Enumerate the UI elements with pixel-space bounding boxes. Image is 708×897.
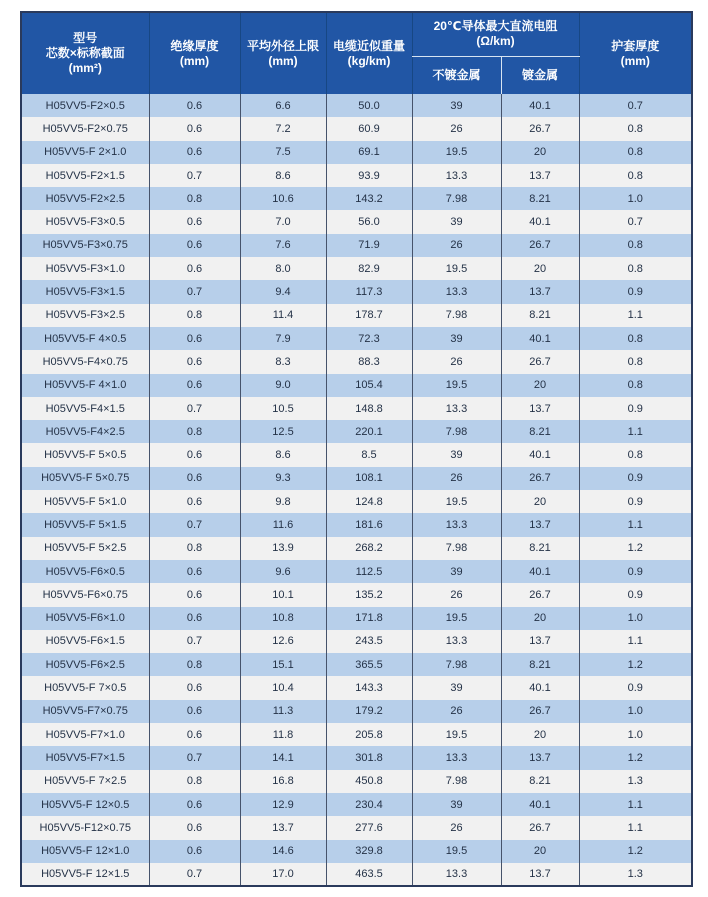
outer-diameter-cell: 8.3 <box>240 350 326 373</box>
table-row <box>21 630 692 653</box>
outer-diameter-cell: 16.8 <box>240 770 326 793</box>
model-cell: H05VV5-F6×1.5 <box>21 630 149 653</box>
model-cell: H05VV5-F 5×2.5 <box>21 537 149 560</box>
sheath-thickness-cell: 0.8 <box>579 374 692 397</box>
model-cell: H05VV5-F7×0.75 <box>21 700 149 723</box>
resistance-plated-cell: 40.1 <box>501 676 579 699</box>
weight-cell: 268.2 <box>326 537 412 560</box>
resistance-plated-cell: 26.7 <box>501 350 579 373</box>
sheath-thickness-cell: 1.2 <box>579 653 692 676</box>
outer-diameter-cell: 7.5 <box>240 141 326 164</box>
sheath-thickness-cell: 0.9 <box>579 560 692 583</box>
model-cell: H05VV5-F 7×0.5 <box>21 676 149 699</box>
resistance-plated-cell: 26.7 <box>501 467 579 490</box>
table-row <box>21 397 692 420</box>
sheath-thickness-cell: 0.9 <box>579 467 692 490</box>
table-row <box>21 187 692 210</box>
weight-cell: 56.0 <box>326 210 412 233</box>
table-header <box>21 12 692 94</box>
sheath-thickness-cell: 0.9 <box>579 397 692 420</box>
model-cell: H05VV5-F3×0.75 <box>21 234 149 257</box>
sheath-thickness-cell: 1.1 <box>579 513 692 536</box>
resistance-plated-cell: 20 <box>501 257 579 280</box>
sheath-thickness-cell: 0.7 <box>579 94 692 117</box>
weight-cell: 105.4 <box>326 374 412 397</box>
insulation-thickness-cell: 0.7 <box>149 630 240 653</box>
insulation-thickness-cell: 0.6 <box>149 234 240 257</box>
weight-cell: 230.4 <box>326 793 412 816</box>
insulation-thickness-cell: 0.6 <box>149 816 240 839</box>
resistance-plated-cell: 40.1 <box>501 327 579 350</box>
table-row <box>21 537 692 560</box>
col-header-resistance-line1: 20℃导体最大直流电阻 <box>433 19 558 34</box>
insulation-thickness-cell: 0.8 <box>149 537 240 560</box>
sheath-thickness-cell: 0.8 <box>579 327 692 350</box>
outer-diameter-cell: 11.3 <box>240 700 326 723</box>
sheath-thickness-cell: 0.8 <box>579 117 692 140</box>
outer-diameter-cell: 14.1 <box>240 746 326 769</box>
outer-diameter-cell: 10.5 <box>240 397 326 420</box>
outer-diameter-cell: 7.6 <box>240 234 326 257</box>
weight-cell: 50.0 <box>326 94 412 117</box>
insulation-thickness-cell: 0.6 <box>149 257 240 280</box>
insulation-thickness-cell: 0.7 <box>149 513 240 536</box>
model-cell: H05VV5-F4×1.5 <box>21 397 149 420</box>
resistance-unplated-cell: 7.98 <box>412 653 501 676</box>
table-row <box>21 840 692 863</box>
resistance-unplated-cell: 13.3 <box>412 630 501 653</box>
weight-cell: 181.6 <box>326 513 412 536</box>
table-row <box>21 653 692 676</box>
col-header-model-line1: 型号 <box>73 31 98 45</box>
resistance-unplated-cell: 39 <box>412 560 501 583</box>
insulation-thickness-cell: 0.6 <box>149 210 240 233</box>
weight-cell: 450.8 <box>326 770 412 793</box>
sheath-thickness-cell: 0.9 <box>579 280 692 303</box>
weight-cell: 88.3 <box>326 350 412 373</box>
col-header-model-line2: 芯数×标称截面 <box>45 46 125 60</box>
insulation-thickness-cell: 0.6 <box>149 374 240 397</box>
table-row <box>21 816 692 839</box>
outer-diameter-cell: 10.8 <box>240 607 326 630</box>
model-cell: H05VV5-F 12×1.5 <box>21 863 149 886</box>
table-row <box>21 467 692 490</box>
col-header-insulation-line2: (mm) <box>179 53 210 68</box>
model-cell: H05VV5-F2×1.5 <box>21 164 149 187</box>
resistance-unplated-cell: 13.3 <box>412 280 501 303</box>
resistance-unplated-cell: 26 <box>412 467 501 490</box>
resistance-unplated-cell: 19.5 <box>412 257 501 280</box>
weight-cell: 8.5 <box>326 443 412 466</box>
sheath-thickness-cell: 1.1 <box>579 304 692 327</box>
weight-cell: 108.1 <box>326 467 412 490</box>
col-header-weight-line2: (kg/km) <box>347 53 391 68</box>
sheath-thickness-cell: 0.8 <box>579 141 692 164</box>
table-row <box>21 234 692 257</box>
resistance-plated-cell: 26.7 <box>501 234 579 257</box>
resistance-unplated-cell: 39 <box>412 327 501 350</box>
sheath-thickness-cell: 0.8 <box>579 234 692 257</box>
col-header-sheath-line2: (mm) <box>620 53 650 68</box>
insulation-thickness-cell: 0.6 <box>149 350 240 373</box>
model-cell: H05VV5-F7×1.0 <box>21 723 149 746</box>
table-row <box>21 676 692 699</box>
resistance-plated-cell: 20 <box>501 607 579 630</box>
outer-diameter-cell: 15.1 <box>240 653 326 676</box>
weight-cell: 179.2 <box>326 700 412 723</box>
resistance-unplated-cell: 39 <box>412 676 501 699</box>
table-row <box>21 327 692 350</box>
insulation-thickness-cell: 0.8 <box>149 420 240 443</box>
weight-cell: 143.2 <box>326 187 412 210</box>
resistance-plated-cell: 13.7 <box>501 746 579 769</box>
resistance-plated-cell: 13.7 <box>501 513 579 536</box>
outer-diameter-cell: 14.6 <box>240 840 326 863</box>
resistance-plated-cell: 13.7 <box>501 164 579 187</box>
outer-diameter-cell: 7.0 <box>240 210 326 233</box>
model-cell: H05VV5-F 12×1.0 <box>21 840 149 863</box>
model-cell: H05VV5-F 5×0.5 <box>21 443 149 466</box>
model-cell: H05VV5-F 5×1.5 <box>21 513 149 536</box>
sheath-thickness-cell: 0.8 <box>579 257 692 280</box>
insulation-thickness-cell: 0.8 <box>149 653 240 676</box>
model-cell: H05VV5-F 12×0.5 <box>21 793 149 816</box>
table-row <box>21 793 692 816</box>
sheath-thickness-cell: 0.8 <box>579 164 692 187</box>
resistance-unplated-cell: 19.5 <box>412 490 501 513</box>
table-row <box>21 94 692 117</box>
outer-diameter-cell: 7.9 <box>240 327 326 350</box>
model-cell: H05VV5-F3×1.5 <box>21 280 149 303</box>
table-row <box>21 420 692 443</box>
model-cell: H05VV5-F6×0.5 <box>21 560 149 583</box>
model-cell: H05VV5-F3×2.5 <box>21 304 149 327</box>
resistance-unplated-cell: 13.3 <box>412 746 501 769</box>
insulation-thickness-cell: 0.7 <box>149 164 240 187</box>
table-row <box>21 443 692 466</box>
resistance-plated-cell: 26.7 <box>501 583 579 606</box>
outer-diameter-cell: 11.6 <box>240 513 326 536</box>
model-cell: H05VV5-F 7×2.5 <box>21 770 149 793</box>
resistance-plated-cell: 8.21 <box>501 304 579 327</box>
model-cell: H05VV5-F2×0.5 <box>21 94 149 117</box>
resistance-plated-cell: 40.1 <box>501 560 579 583</box>
col-header-weight <box>326 12 412 94</box>
insulation-thickness-cell: 0.6 <box>149 676 240 699</box>
outer-diameter-cell: 13.9 <box>240 537 326 560</box>
sheath-thickness-cell: 1.1 <box>579 420 692 443</box>
outer-diameter-cell: 17.0 <box>240 863 326 886</box>
resistance-plated-cell: 20 <box>501 840 579 863</box>
sheath-thickness-cell: 0.8 <box>579 350 692 373</box>
outer-diameter-cell: 11.8 <box>240 723 326 746</box>
model-cell: H05VV5-F 4×1.0 <box>21 374 149 397</box>
resistance-unplated-cell: 19.5 <box>412 723 501 746</box>
model-cell: H05VV5-F2×0.75 <box>21 117 149 140</box>
outer-diameter-cell: 10.1 <box>240 583 326 606</box>
col-header-diameter-line1: 平均外径上限 <box>246 38 319 53</box>
model-cell: H05VV5-F 5×0.75 <box>21 467 149 490</box>
table-row <box>21 257 692 280</box>
table-body <box>21 94 692 886</box>
resistance-unplated-cell: 19.5 <box>412 374 501 397</box>
insulation-thickness-cell: 0.8 <box>149 187 240 210</box>
sheath-thickness-cell: 1.0 <box>579 607 692 630</box>
insulation-thickness-cell: 0.6 <box>149 840 240 863</box>
table-row <box>21 210 692 233</box>
weight-cell: 135.2 <box>326 583 412 606</box>
outer-diameter-cell: 12.6 <box>240 630 326 653</box>
weight-cell: 205.8 <box>326 723 412 746</box>
resistance-unplated-cell: 7.98 <box>412 304 501 327</box>
weight-cell: 148.8 <box>326 397 412 420</box>
sheath-thickness-cell: 1.1 <box>579 630 692 653</box>
model-cell: H05VV5-F 5×1.0 <box>21 490 149 513</box>
table-row <box>21 700 692 723</box>
col-header-resistance-group <box>412 12 579 56</box>
col-header-insulation-line1: 绝缘厚度 <box>170 38 219 53</box>
resistance-plated-cell: 20 <box>501 141 579 164</box>
col-header-insulation-thickness <box>149 12 240 94</box>
model-cell: H05VV5-F7×1.5 <box>21 746 149 769</box>
col-header-weight-line1: 电缆近似重量 <box>332 38 405 53</box>
resistance-unplated-cell: 39 <box>412 94 501 117</box>
col-header-resistance-plated: 镀金属 <box>501 56 579 94</box>
insulation-thickness-cell: 0.6 <box>149 443 240 466</box>
insulation-thickness-cell: 0.6 <box>149 607 240 630</box>
weight-cell: 463.5 <box>326 863 412 886</box>
sheath-thickness-cell: 0.7 <box>579 210 692 233</box>
insulation-thickness-cell: 0.6 <box>149 793 240 816</box>
resistance-plated-cell: 20 <box>501 374 579 397</box>
table-row <box>21 304 692 327</box>
outer-diameter-cell: 10.6 <box>240 187 326 210</box>
sheath-thickness-cell: 1.0 <box>579 700 692 723</box>
model-cell: H05VV5-F6×0.75 <box>21 583 149 606</box>
insulation-thickness-cell: 0.6 <box>149 141 240 164</box>
resistance-unplated-cell: 26 <box>412 234 501 257</box>
insulation-thickness-cell: 0.6 <box>149 560 240 583</box>
model-cell: H05VV5-F3×1.0 <box>21 257 149 280</box>
model-cell: H05VV5-F6×2.5 <box>21 653 149 676</box>
resistance-unplated-cell: 26 <box>412 816 501 839</box>
header-row-main <box>21 12 692 56</box>
resistance-plated-cell: 13.7 <box>501 280 579 303</box>
resistance-plated-cell: 8.21 <box>501 653 579 676</box>
table-row <box>21 770 692 793</box>
col-header-outer-diameter <box>240 12 326 94</box>
sheath-thickness-cell: 1.3 <box>579 770 692 793</box>
sheath-thickness-cell: 1.2 <box>579 840 692 863</box>
sheath-thickness-cell: 1.0 <box>579 723 692 746</box>
resistance-unplated-cell: 19.5 <box>412 141 501 164</box>
sheath-thickness-cell: 1.0 <box>579 187 692 210</box>
resistance-unplated-cell: 39 <box>412 443 501 466</box>
weight-cell: 72.3 <box>326 327 412 350</box>
outer-diameter-cell: 13.7 <box>240 816 326 839</box>
outer-diameter-cell: 9.3 <box>240 467 326 490</box>
resistance-plated-cell: 26.7 <box>501 700 579 723</box>
weight-cell: 329.8 <box>326 840 412 863</box>
outer-diameter-cell: 9.6 <box>240 560 326 583</box>
col-header-resistance-line2: (Ω/km) <box>476 34 515 49</box>
table-row <box>21 141 692 164</box>
model-cell: H05VV5-F2×2.5 <box>21 187 149 210</box>
sheath-thickness-cell: 0.8 <box>579 443 692 466</box>
resistance-unplated-cell: 26 <box>412 350 501 373</box>
outer-diameter-cell: 12.5 <box>240 420 326 443</box>
table-row <box>21 350 692 373</box>
resistance-unplated-cell: 7.98 <box>412 187 501 210</box>
col-header-diameter-line2: (mm) <box>268 53 298 68</box>
resistance-unplated-cell: 7.98 <box>412 420 501 443</box>
insulation-thickness-cell: 0.6 <box>149 723 240 746</box>
resistance-unplated-cell: 26 <box>412 583 501 606</box>
resistance-unplated-cell: 13.3 <box>412 513 501 536</box>
model-cell: H05VV5-F3×0.5 <box>21 210 149 233</box>
weight-cell: 117.3 <box>326 280 412 303</box>
insulation-thickness-cell: 0.7 <box>149 280 240 303</box>
outer-diameter-cell: 9.0 <box>240 374 326 397</box>
weight-cell: 220.1 <box>326 420 412 443</box>
resistance-plated-cell: 40.1 <box>501 793 579 816</box>
outer-diameter-cell: 9.8 <box>240 490 326 513</box>
table-row <box>21 280 692 303</box>
resistance-unplated-cell: 26 <box>412 700 501 723</box>
resistance-unplated-cell: 39 <box>412 210 501 233</box>
sheath-thickness-cell: 1.1 <box>579 816 692 839</box>
resistance-unplated-cell: 26 <box>412 117 501 140</box>
table-row <box>21 746 692 769</box>
table-row <box>21 560 692 583</box>
weight-cell: 69.1 <box>326 141 412 164</box>
col-header-sheath-line1: 护套厚度 <box>611 38 660 53</box>
insulation-thickness-cell: 0.7 <box>149 863 240 886</box>
insulation-thickness-cell: 0.7 <box>149 397 240 420</box>
weight-cell: 178.7 <box>326 304 412 327</box>
resistance-unplated-cell: 13.3 <box>412 164 501 187</box>
resistance-plated-cell: 20 <box>501 490 579 513</box>
col-header-resistance-unplated: 不镀金属 <box>412 56 501 94</box>
insulation-thickness-cell: 0.6 <box>149 700 240 723</box>
table-row <box>21 490 692 513</box>
resistance-plated-cell: 13.7 <box>501 397 579 420</box>
sheath-thickness-cell: 0.9 <box>579 583 692 606</box>
resistance-plated-cell: 40.1 <box>501 443 579 466</box>
sheath-thickness-cell: 0.9 <box>579 676 692 699</box>
resistance-plated-cell: 40.1 <box>501 94 579 117</box>
table-row <box>21 723 692 746</box>
table-row <box>21 117 692 140</box>
model-cell: H05VV5-F 2×1.0 <box>21 141 149 164</box>
model-cell: H05VV5-F12×0.75 <box>21 816 149 839</box>
weight-cell: 243.5 <box>326 630 412 653</box>
table-row <box>21 513 692 536</box>
insulation-thickness-cell: 0.6 <box>149 490 240 513</box>
insulation-thickness-cell: 0.6 <box>149 94 240 117</box>
table-row <box>21 607 692 630</box>
resistance-unplated-cell: 19.5 <box>412 607 501 630</box>
resistance-unplated-cell: 7.98 <box>412 537 501 560</box>
weight-cell: 277.6 <box>326 816 412 839</box>
resistance-unplated-cell: 13.3 <box>412 397 501 420</box>
insulation-thickness-cell: 0.6 <box>149 583 240 606</box>
resistance-plated-cell: 20 <box>501 723 579 746</box>
weight-cell: 71.9 <box>326 234 412 257</box>
outer-diameter-cell: 8.6 <box>240 443 326 466</box>
model-cell: H05VV5-F6×1.0 <box>21 607 149 630</box>
weight-cell: 171.8 <box>326 607 412 630</box>
outer-diameter-cell: 7.2 <box>240 117 326 140</box>
outer-diameter-cell: 12.9 <box>240 793 326 816</box>
sheath-thickness-cell: 1.3 <box>579 863 692 886</box>
insulation-thickness-cell: 0.6 <box>149 327 240 350</box>
resistance-plated-cell: 8.21 <box>501 770 579 793</box>
model-cell: H05VV5-F 4×0.5 <box>21 327 149 350</box>
resistance-unplated-cell: 13.3 <box>412 863 501 886</box>
table-row <box>21 583 692 606</box>
insulation-thickness-cell: 0.7 <box>149 746 240 769</box>
resistance-plated-cell: 8.21 <box>501 537 579 560</box>
resistance-unplated-cell: 19.5 <box>412 840 501 863</box>
weight-cell: 60.9 <box>326 117 412 140</box>
resistance-plated-cell: 8.21 <box>501 187 579 210</box>
weight-cell: 124.8 <box>326 490 412 513</box>
outer-diameter-cell: 11.4 <box>240 304 326 327</box>
weight-cell: 112.5 <box>326 560 412 583</box>
resistance-unplated-cell: 7.98 <box>412 770 501 793</box>
col-header-model-line3: (mm²) <box>68 61 102 75</box>
table-row <box>21 164 692 187</box>
insulation-thickness-cell: 0.8 <box>149 304 240 327</box>
insulation-thickness-cell: 0.6 <box>149 467 240 490</box>
outer-diameter-cell: 8.6 <box>240 164 326 187</box>
model-cell: H05VV5-F4×2.5 <box>21 420 149 443</box>
outer-diameter-cell: 9.4 <box>240 280 326 303</box>
col-header-sheath-thickness <box>579 12 692 94</box>
weight-cell: 143.3 <box>326 676 412 699</box>
outer-diameter-cell: 10.4 <box>240 676 326 699</box>
table-row <box>21 374 692 397</box>
resistance-plated-cell: 13.7 <box>501 863 579 886</box>
resistance-unplated-cell: 39 <box>412 793 501 816</box>
table-row <box>21 863 692 886</box>
sheath-thickness-cell: 1.2 <box>579 537 692 560</box>
cable-spec-table <box>20 11 693 887</box>
resistance-plated-cell: 8.21 <box>501 420 579 443</box>
weight-cell: 365.5 <box>326 653 412 676</box>
sheath-thickness-cell: 1.1 <box>579 793 692 816</box>
sheath-thickness-cell: 0.9 <box>579 490 692 513</box>
weight-cell: 93.9 <box>326 164 412 187</box>
model-cell: H05VV5-F4×0.75 <box>21 350 149 373</box>
outer-diameter-cell: 8.0 <box>240 257 326 280</box>
resistance-plated-cell: 40.1 <box>501 210 579 233</box>
weight-cell: 82.9 <box>326 257 412 280</box>
insulation-thickness-cell: 0.8 <box>149 770 240 793</box>
sheath-thickness-cell: 1.2 <box>579 746 692 769</box>
resistance-plated-cell: 13.7 <box>501 630 579 653</box>
resistance-plated-cell: 26.7 <box>501 816 579 839</box>
insulation-thickness-cell: 0.6 <box>149 117 240 140</box>
outer-diameter-cell: 6.6 <box>240 94 326 117</box>
weight-cell: 301.8 <box>326 746 412 769</box>
resistance-plated-cell: 26.7 <box>501 117 579 140</box>
col-header-model <box>21 12 149 94</box>
